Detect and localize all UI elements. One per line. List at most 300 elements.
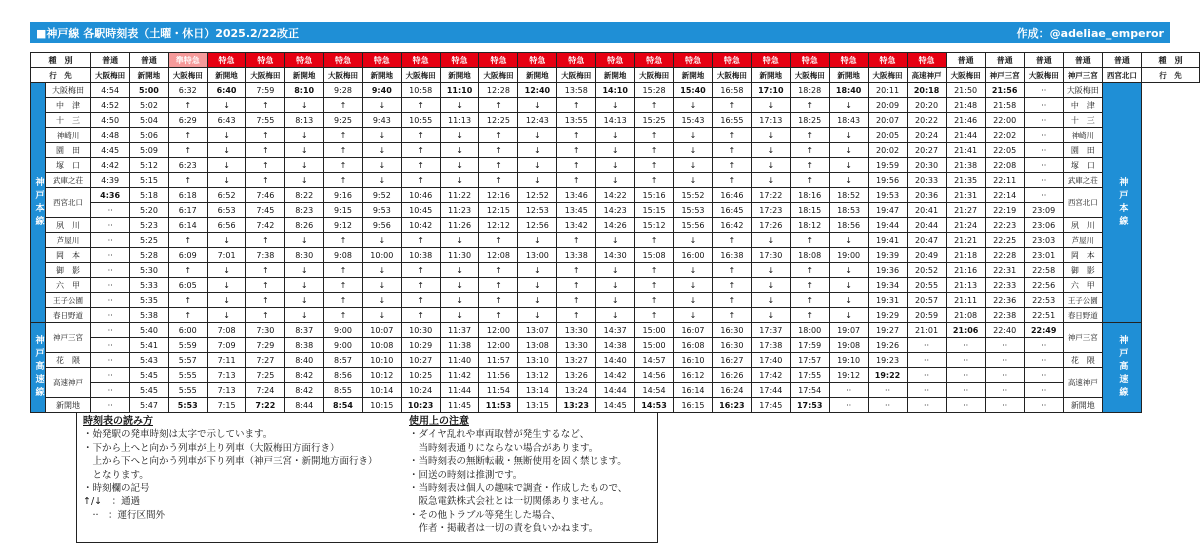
time-cell: 15:43 [674,113,713,128]
time-cell: 8:37 [285,323,324,338]
time-cell: ·· [1024,143,1063,158]
time-cell: ↑ [168,233,207,248]
time-cell: 13:10 [518,353,557,368]
time-cell: 10:14 [363,383,402,398]
notice-line: ・ダイヤ乱れや車両取替が発生するなど、 [409,429,590,441]
station-name: 塚 口 [45,158,90,173]
train-type: 特急 [751,53,790,68]
train-dest: 大阪梅田 [868,68,907,83]
time-cell: ↑ [246,128,285,143]
train-dest: 新開地 [285,68,324,83]
time-cell: 10:27 [401,353,440,368]
guide-line: ・時刻欄の記号 [83,483,150,495]
section-kobe-left [31,83,46,323]
time-cell: ↓ [596,173,635,188]
station-name: 春日野道 [45,308,90,323]
time-cell: 16:12 [674,368,713,383]
time-cell: ↓ [285,308,324,323]
time-cell: ↓ [751,173,790,188]
time-cell: 22:53 [1024,293,1063,308]
time-cell: ↓ [207,98,246,113]
time-cell: ↓ [363,173,402,188]
time-cell: ·· [946,338,985,353]
time-cell: 12:28 [479,83,518,98]
station-name-right: 西宮北口 [1063,188,1102,218]
time-cell: 18:08 [790,248,829,263]
time-cell: 12:08 [479,248,518,263]
time-cell: 14:54 [635,383,674,398]
type-row [31,53,1200,68]
guide-line: ↑/↓ ：通過 [83,496,141,508]
time-cell: ↑ [246,308,285,323]
time-cell: 6:05 [168,278,207,293]
time-cell: ↓ [518,278,557,293]
time-cell: ↑ [635,233,674,248]
time-cell: 21:13 [946,278,985,293]
time-cell: 20:59 [907,308,946,323]
time-cell: 22:33 [985,278,1024,293]
time-cell: ↓ [751,98,790,113]
time-cell: 7:27 [246,353,285,368]
time-cell: 12:12 [479,218,518,233]
time-cell: 5:38 [130,308,169,323]
train-type: 普通 [1102,53,1141,68]
timetable [30,52,1200,413]
time-cell: 11:45 [440,398,479,413]
station-row [31,203,1200,218]
time-cell: 8:38 [285,338,324,353]
time-cell: 13:14 [518,383,557,398]
time-cell: ↑ [401,308,440,323]
time-cell: 10:55 [401,113,440,128]
time-cell: 12:40 [518,83,557,98]
time-cell: 7:59 [246,83,285,98]
time-cell: 9:16 [323,188,362,203]
time-cell: 13:42 [557,218,596,233]
time-cell: 12:52 [518,188,557,203]
station-name: 御 影 [45,263,90,278]
time-cell: ·· [946,353,985,368]
notice-line: ・当時刻表の無断転載・無断使用を固く禁じます。 [409,456,627,468]
time-cell: 7:30 [246,323,285,338]
time-cell: 5:20 [130,203,169,218]
time-cell: 7:09 [207,338,246,353]
time-cell: 17:30 [751,248,790,263]
time-cell: ↓ [674,308,713,323]
time-cell: ↓ [674,143,713,158]
station-name-right: 王子公園 [1063,293,1102,308]
time-cell: ·· [907,383,946,398]
train-type: 特急 [401,53,440,68]
notes-box [76,412,658,543]
time-cell: 22:19 [985,203,1024,218]
train-type: 普通 [946,53,985,68]
train-dest: 新開地 [363,68,402,83]
time-cell: ↑ [712,128,751,143]
time-cell: 20:55 [907,278,946,293]
time-cell: 22:36 [985,293,1024,308]
section-kosoku-right [1102,323,1141,413]
time-cell: ↑ [401,233,440,248]
train-dest: 新開地 [596,68,635,83]
time-cell: 10:07 [363,323,402,338]
time-cell: ·· [1024,188,1063,203]
time-cell: 9:56 [363,218,402,233]
time-cell: ↓ [207,143,246,158]
time-cell: ·· [985,338,1024,353]
time-cell: ↑ [401,98,440,113]
time-cell: ↑ [246,158,285,173]
time-cell: 7:55 [246,113,285,128]
time-cell: ↓ [751,128,790,143]
time-cell: 10:23 [401,398,440,413]
train-dest: 大阪梅田 [479,68,518,83]
time-cell: 22:00 [985,113,1024,128]
time-cell: 9:00 [323,323,362,338]
time-cell: 6:40 [207,83,246,98]
time-cell: 14:45 [596,398,635,413]
time-cell: 13:38 [557,248,596,263]
time-cell: ↓ [829,143,868,158]
time-cell: 13:15 [518,398,557,413]
time-cell: ↑ [479,143,518,158]
time-cell: ↑ [712,98,751,113]
time-cell: 5:23 [130,218,169,233]
time-cell: 18:12 [790,218,829,233]
station-name: 王子公園 [45,293,90,308]
time-cell: ↓ [518,308,557,323]
time-cell: 19:56 [868,173,907,188]
time-cell: 20:57 [907,293,946,308]
time-cell: 10:38 [401,248,440,263]
time-cell: 20:09 [868,98,907,113]
time-cell: 13:23 [557,398,596,413]
time-cell: ↓ [363,278,402,293]
time-cell: 11:10 [440,83,479,98]
station-name-right: 神戸三宮 [1063,323,1102,353]
time-cell: 5:55 [168,368,207,383]
train-type: 特急 [323,53,362,68]
time-cell: 11:30 [440,248,479,263]
time-cell: 23:01 [1024,248,1063,263]
time-cell: ↑ [246,173,285,188]
time-cell: 16:00 [674,248,713,263]
time-cell: ↑ [790,278,829,293]
time-cell: 20:41 [907,203,946,218]
train-type: 特急 [596,53,635,68]
train-type: 特急 [246,53,285,68]
time-cell: ↓ [674,173,713,188]
train-dest: 高速神戸 [907,68,946,83]
time-cell: 21:31 [946,188,985,203]
time-cell: 7:01 [207,248,246,263]
time-cell: 6:43 [207,113,246,128]
time-cell: 8:22 [285,188,324,203]
time-cell: 7:08 [207,323,246,338]
time-cell: 17:40 [751,353,790,368]
time-cell: ↑ [323,233,362,248]
time-cell: 19:39 [868,248,907,263]
time-cell: ↓ [829,173,868,188]
time-cell: ↓ [363,158,402,173]
time-cell: ↓ [440,263,479,278]
time-cell: ↑ [790,158,829,173]
time-cell: 11:56 [479,368,518,383]
time-cell: ·· [91,323,130,338]
station-row [31,218,1200,233]
time-cell: 21:48 [946,98,985,113]
time-cell: ·· [91,308,130,323]
time-cell: 14:13 [596,113,635,128]
time-cell: ↓ [674,128,713,143]
time-cell: 8:42 [285,383,324,398]
time-cell: ↑ [479,128,518,143]
reading-guide [83,415,378,522]
time-cell: 20:18 [907,83,946,98]
time-cell: 9:28 [323,83,362,98]
time-cell: ·· [1024,398,1063,413]
station-name-right: 御 影 [1063,263,1102,278]
dest-row [31,68,1200,83]
time-cell: 18:56 [829,218,868,233]
time-cell: ↑ [635,143,674,158]
section-kosoku-left-text: 神戸高速線 [33,335,44,400]
station-row [31,383,1200,398]
time-cell: ↓ [674,263,713,278]
time-cell: 16:58 [712,83,751,98]
time-cell: 10:58 [401,83,440,98]
station-name: 芦屋川 [45,233,90,248]
time-cell: ↑ [168,143,207,158]
time-cell: ↑ [712,233,751,248]
time-cell: ↓ [518,233,557,248]
time-cell: ↓ [829,128,868,143]
time-cell: 16:24 [712,383,751,398]
time-cell: ↓ [751,233,790,248]
time-cell: 11:40 [440,353,479,368]
time-cell: 22:58 [1024,263,1063,278]
time-cell: ↑ [479,173,518,188]
time-cell: ↑ [712,143,751,158]
time-cell: ↓ [751,143,790,158]
time-cell: 21:44 [946,128,985,143]
time-cell: ↓ [751,263,790,278]
time-cell: 6:53 [207,203,246,218]
time-cell: 19:47 [868,203,907,218]
time-cell: ↓ [285,128,324,143]
time-cell: 13:12 [518,368,557,383]
time-cell: 20:11 [868,83,907,98]
time-cell: 19:07 [829,323,868,338]
time-cell: 6:14 [168,218,207,233]
notice-line: ・その他トラブル等発生した場合、 [409,509,561,521]
time-cell: 10:46 [401,188,440,203]
time-cell: 14:44 [596,383,635,398]
time-cell: 10:08 [363,338,402,353]
time-cell: ↓ [285,98,324,113]
time-cell: ·· [868,383,907,398]
time-cell: 18:43 [829,113,868,128]
time-cell: 5:12 [130,158,169,173]
time-cell: ↑ [323,263,362,278]
time-cell: ↑ [168,173,207,188]
time-cell: ↑ [790,293,829,308]
time-cell: 12:53 [518,203,557,218]
time-cell: ↑ [557,98,596,113]
time-cell: 11:38 [440,338,479,353]
time-cell: 16:45 [712,203,751,218]
time-cell: ↓ [207,173,246,188]
time-cell: ↓ [596,308,635,323]
time-cell: 21:46 [946,113,985,128]
time-cell: 10:30 [401,323,440,338]
train-dest: 大阪梅田 [635,68,674,83]
train-type: 特急 [285,53,324,68]
time-cell: ·· [91,338,130,353]
station-name: 園 田 [45,143,90,158]
time-cell: ↓ [829,293,868,308]
time-cell: 5:28 [130,248,169,263]
time-cell: ↓ [440,173,479,188]
time-cell: 9:53 [363,203,402,218]
time-cell: 19:34 [868,278,907,293]
notice-line: 阪急電鉄株式会社とは一切関係ありません。 [409,496,610,508]
time-cell: 11:42 [440,368,479,383]
time-cell: 20:05 [868,128,907,143]
time-cell: ↑ [168,98,207,113]
time-cell: ↓ [829,233,868,248]
time-cell: ·· [1024,353,1063,368]
time-cell: 14:40 [596,353,635,368]
time-cell: 7:13 [207,383,246,398]
time-cell: 8:26 [285,218,324,233]
time-cell: ↑ [479,233,518,248]
time-cell: 7:42 [246,218,285,233]
time-cell: ↑ [246,278,285,293]
time-cell: 17:55 [790,368,829,383]
time-cell: 18:15 [790,203,829,218]
time-cell: 20:07 [868,113,907,128]
train-type: 特急 [712,53,751,68]
time-cell: 6:29 [168,113,207,128]
train-dest: 新開地 [440,68,479,83]
time-cell: 20:36 [907,188,946,203]
time-cell: 8:56 [323,368,362,383]
time-cell: 22:02 [985,128,1024,143]
time-cell: ↓ [440,98,479,113]
time-cell: ↓ [596,263,635,278]
station-row [31,263,1200,278]
time-cell: ·· [91,263,130,278]
time-cell: 5:59 [168,338,207,353]
time-cell: 16:08 [674,338,713,353]
time-cell: 17:10 [751,83,790,98]
time-cell: ↑ [479,293,518,308]
time-cell: ↓ [285,233,324,248]
station-name: 神崎川 [45,128,90,143]
time-cell: 16:27 [712,353,751,368]
time-cell: ↓ [829,278,868,293]
time-cell: ·· [907,398,946,413]
station-row [31,293,1200,308]
time-cell: 19:41 [868,233,907,248]
time-cell: ↑ [635,158,674,173]
station-row [31,323,1200,338]
train-type: 特急 [479,53,518,68]
time-cell: ·· [91,353,130,368]
station-name-right: 神崎川 [1063,128,1102,143]
time-cell: ·· [1024,83,1063,98]
time-cell: 22:25 [985,233,1024,248]
train-type: 特急 [557,53,596,68]
time-cell: 23:09 [1024,203,1063,218]
time-cell: 20:33 [907,173,946,188]
time-cell: 10:25 [401,368,440,383]
time-cell: 7:11 [207,353,246,368]
time-cell: 17:22 [751,188,790,203]
time-cell: 21:16 [946,263,985,278]
time-cell: 21:24 [946,218,985,233]
train-dest: 大阪梅田 [712,68,751,83]
time-cell: ↓ [596,293,635,308]
time-cell: ↑ [323,143,362,158]
time-cell: 19:26 [868,338,907,353]
station-name-right: 六 甲 [1063,278,1102,293]
time-cell: 18:40 [829,83,868,98]
time-cell: ↓ [518,263,557,278]
time-cell: ↓ [440,308,479,323]
time-cell: 12:00 [479,323,518,338]
type-label-right: 種 別 [1141,53,1199,68]
station-row [31,338,1200,353]
time-cell: ↑ [557,293,596,308]
train-type: 普通 [985,53,1024,68]
time-cell: 15:15 [635,203,674,218]
station-row [31,353,1200,368]
time-cell: 16:42 [712,218,751,233]
time-cell: ↑ [790,308,829,323]
time-cell: 10:29 [401,338,440,353]
time-cell: ↓ [518,173,557,188]
time-cell: ↓ [518,143,557,158]
train-dest: 大阪梅田 [790,68,829,83]
time-cell: 21:35 [946,173,985,188]
time-cell: 5:30 [130,263,169,278]
time-cell: 5:41 [130,338,169,353]
title-banner [30,22,1170,43]
time-cell: ↑ [323,173,362,188]
station-row [31,188,1200,203]
station-row [31,113,1200,128]
time-cell: 22:49 [1024,323,1063,338]
time-cell: 12:56 [518,218,557,233]
time-cell: 6:18 [168,188,207,203]
time-cell: ↓ [285,293,324,308]
time-cell: 19:29 [868,308,907,323]
notice-line: ・当時刻表は個人の趣味で調査・作成したもので、 [409,483,628,495]
time-cell: ↑ [790,233,829,248]
notice-line: 当時刻表通りにならない場合があります。 [409,442,599,454]
time-cell: 22:31 [985,263,1024,278]
time-cell: 10:00 [363,248,402,263]
time-cell: ·· [1024,173,1063,188]
station-name-right: 十 三 [1063,113,1102,128]
train-dest: 大阪梅田 [246,68,285,83]
time-cell: 20:24 [907,128,946,143]
time-cell: ↑ [557,143,596,158]
train-dest: 新開地 [751,68,790,83]
time-cell: 6:32 [168,83,207,98]
